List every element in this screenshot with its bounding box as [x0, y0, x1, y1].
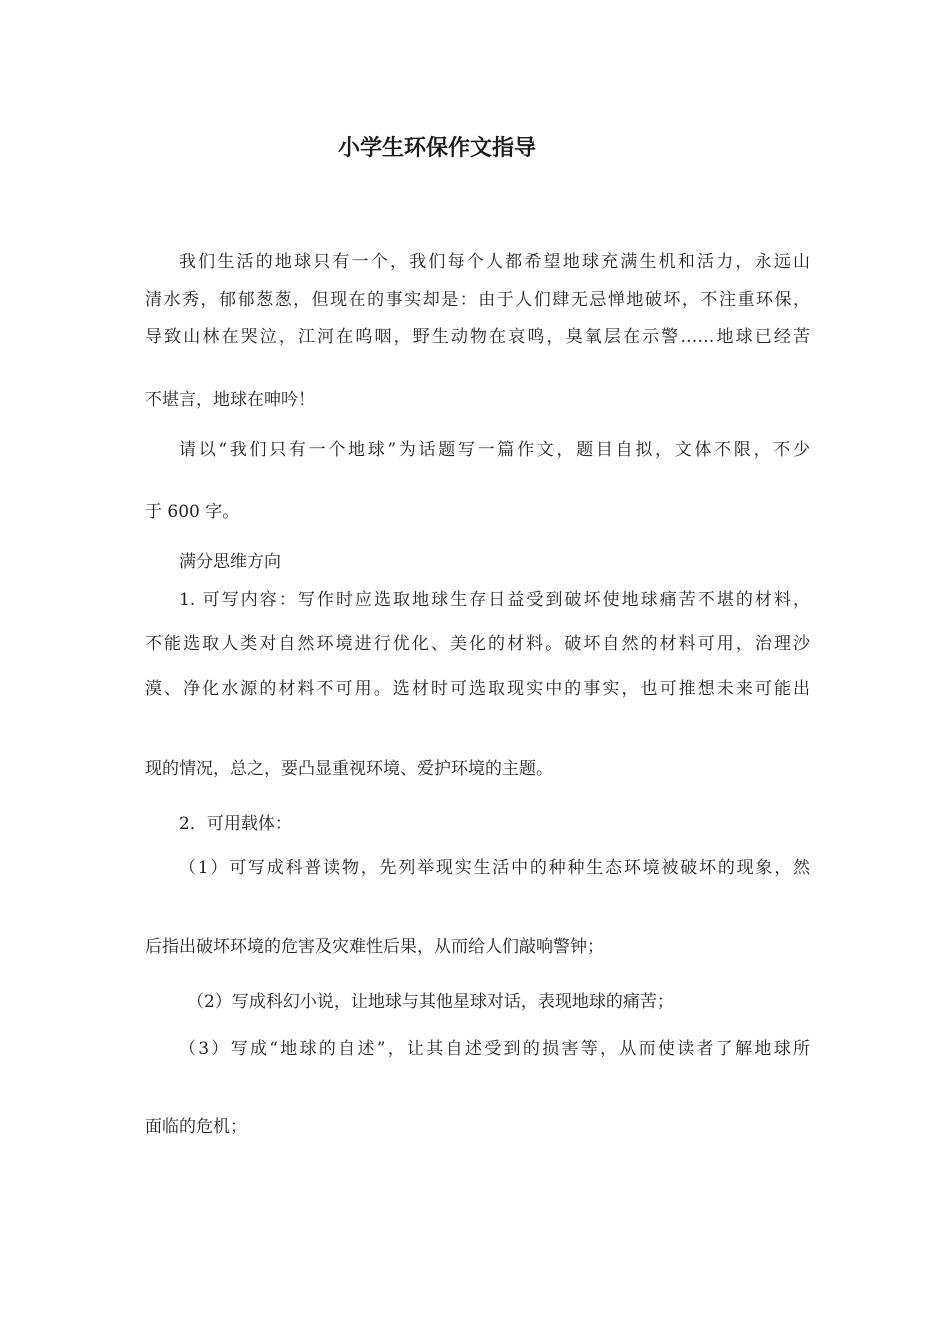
- paragraph-line: 我们生活的地球只有一个，我们每个人都希望地球充满生机和活力，永远山: [179, 252, 810, 272]
- paragraph-line: 请以“我们只有一个地球”为话题写一篇作文，题目自拟，文体不限，不少: [179, 440, 810, 460]
- paragraph-line: 清水秀，郁郁葱葱，但现在的事实却是：由于人们肆无忌惮地破坏，不注重环保，: [145, 290, 810, 310]
- paragraph-line: 漠、净化水源的材料不可用。选材时可选取现实中的事实，也可推想未来可能出: [145, 679, 810, 699]
- section-heading: 满分思维方向: [179, 552, 281, 572]
- paragraph-line: 1. 可写内容：写作时应选取地球生存日益受到破坏使地球痛苦不堪的材料，: [179, 590, 810, 610]
- list-item-line: （1）可写成科普读物，先列举现实生活中的种种生态环境被破坏的现象，然: [179, 858, 810, 878]
- paragraph-line: 于 600 字。: [145, 502, 240, 522]
- paragraph-line: 导致山林在哭泣，江河在呜咽，野生动物在哀鸣，臭氧层在示警……地球已经苦: [145, 327, 810, 347]
- list-heading: 2．可用载体：: [179, 814, 292, 834]
- list-item-line: （2）写成科幻小说，让地球与其他星球对话，表现地球的痛苦；: [187, 992, 674, 1012]
- list-item-line: 后指出破坏环境的危害及灾难性后果，从而给人们敲响警钟；: [145, 937, 604, 957]
- list-item-line: 面临的危机；: [145, 1117, 247, 1137]
- paragraph-line: 不能选取人类对自然环境进行优化、美化的材料。破坏自然的材料可用，治理沙: [145, 634, 810, 654]
- document-title: 小学生环保作文指导: [337, 136, 536, 161]
- list-item-line: （3）写成“地球的自述”，让其自述受到的损害等，从而使读者了解地球所: [179, 1039, 810, 1059]
- paragraph-line: 现的情况，总之，要凸显重视环境、爱护环境的主题。: [145, 759, 553, 779]
- paragraph-line: 不堪言，地球在呻吟！: [145, 390, 315, 410]
